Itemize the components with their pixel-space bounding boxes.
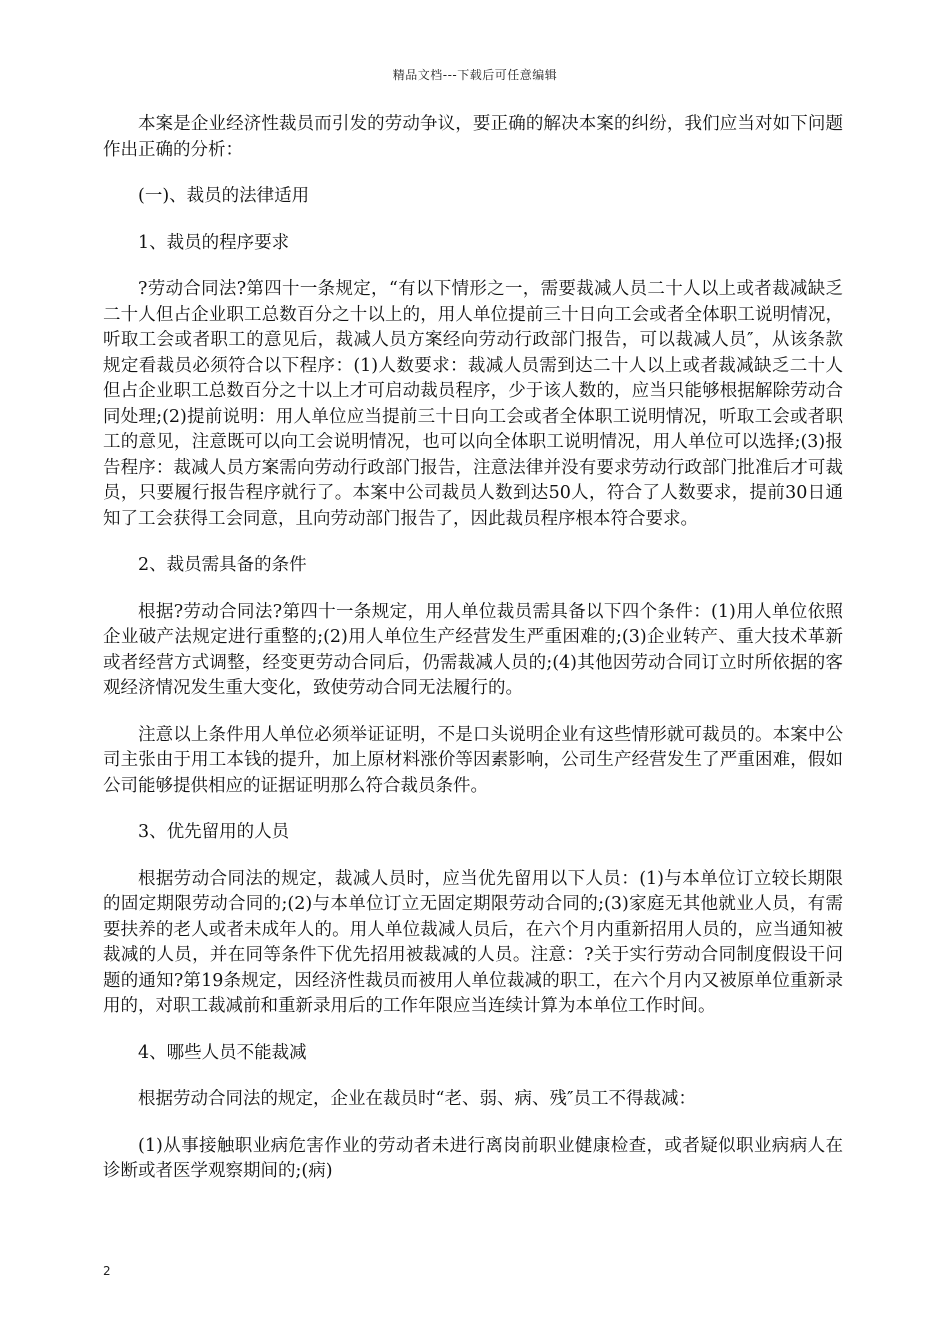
paragraph-conditions-note: 注意以上条件用人单位必须举证证明，不是口头说明企业有这些情形就可裁员的。本案中公司主张由于用工本钱的提升，加上原材料涨价等因素影响，公司生产经营发生了严重困难，假如公司能够提供相应的证据证明那么符合裁员条件。	[103, 724, 843, 796]
page-header: 精品文档---下载后可任意编辑	[392, 68, 558, 82]
section-heading-legal-application: (一)、裁员的法律适用	[138, 186, 310, 206]
subsection-heading-procedure: 1、裁员的程序要求	[138, 232, 290, 253]
paragraph-occupational-disease: (1)从事接触职业病危害作业的劳动者未进行离岗前职业健康检查，或者疑似职业病病人在诊断或者医学观察期间的;(病)	[103, 1135, 843, 1181]
subsection-heading-priority-retention: 3、优先留用的人员	[138, 822, 290, 842]
paragraph-procedure: ?劳动合同法?第四十一条规定，“有以下情形之一，需要裁减人员二十人以上或者裁减缺乏二十人但占企业职工总数百分之十以上的，用人单位提前三十日向工会或者全体职工说明情况，听取工会或者职工的意见后，裁减人员方案经向劳动行政部门报告，可以裁减人员″，从该条款规定看裁员必须符合以下程序：(1)人数要求：裁减人员需到达二十人以上或者裁减缺乏二十人但占企业职工总数百分之十以上才可启动裁员程序，少于该人数的，应当只能够根据解除劳动合同处理;(2)提前说明：用人单位应当提前三十日向工会或者全体职工说明情况，听取工会或者职工的意见，注意既可以向工会说明情况，也可以向全体职工说明情况，用人单位可以选择;(3)报告程序：裁减人员方案需向劳动行政部门报告，注意法律并没有要求劳动行政部门批准后才可裁员，只要履行报告程序就行了。本案中公司裁员人数到达50人，符合了人数要求，提前30日通知了工会获得工会同意，且向劳动部门报告了，因此裁员程序根本符合要求。	[103, 279, 843, 529]
document-body	[103, 112, 843, 1206]
page-number: 2	[103, 1264, 111, 1278]
paragraph-priority-retention: 根据劳动合同法的规定，裁减人员时，应当优先留用以下人员：(1)与本单位订立较长期限的固定期限劳动合同的;(2)与本单位订立无固定期限劳动合同的;(3)家庭无其他就业人员，有需要扶养的老人或者未成年人的。用人单位裁减人员后，在六个月内重新招用人员的，应当通知被裁减的人员，并在同等条件下优先招用被裁减的人员。注意：?关于实行劳动合同制度假设干问题的通知?第19条规定，因经济性裁员而被用人单位裁减的职工，在六个月内又被原单位重新录用的，对职工裁减前和重新录用后的工作年限应当连续计算为本单位工作时间。	[103, 868, 843, 1016]
subsection-heading-conditions: 2、裁员需具备的条件	[138, 555, 307, 575]
subsection-heading-protected-staff: 4、哪些人员不能裁减	[138, 1042, 307, 1063]
paragraph-intro: 本案是企业经济性裁员而引发的劳动争议，要正确的解决本案的纠纷，我们应当对如下问题作出正确的分析：	[103, 114, 843, 160]
paragraph-protected-staff: 根据劳动合同法的规定，企业在裁员时“老、弱、病、残″员工不得裁减：	[138, 1089, 696, 1109]
paragraph-conditions: 根据?劳动合同法?第四十一条规定，用人单位裁员需具备以下四个条件：(1)用人单位依照企业破产法规定进行重整的;(2)用人单位生产经营发生严重困难的;(3)企业转产、重大技术革新或者经营方式调整，经变更劳动合同后，仍需裁减人员的;(4)其他因劳动合同订立时所依据的客观经济情况发生重大变化，致使劳动合同无法履行的。	[103, 601, 843, 698]
